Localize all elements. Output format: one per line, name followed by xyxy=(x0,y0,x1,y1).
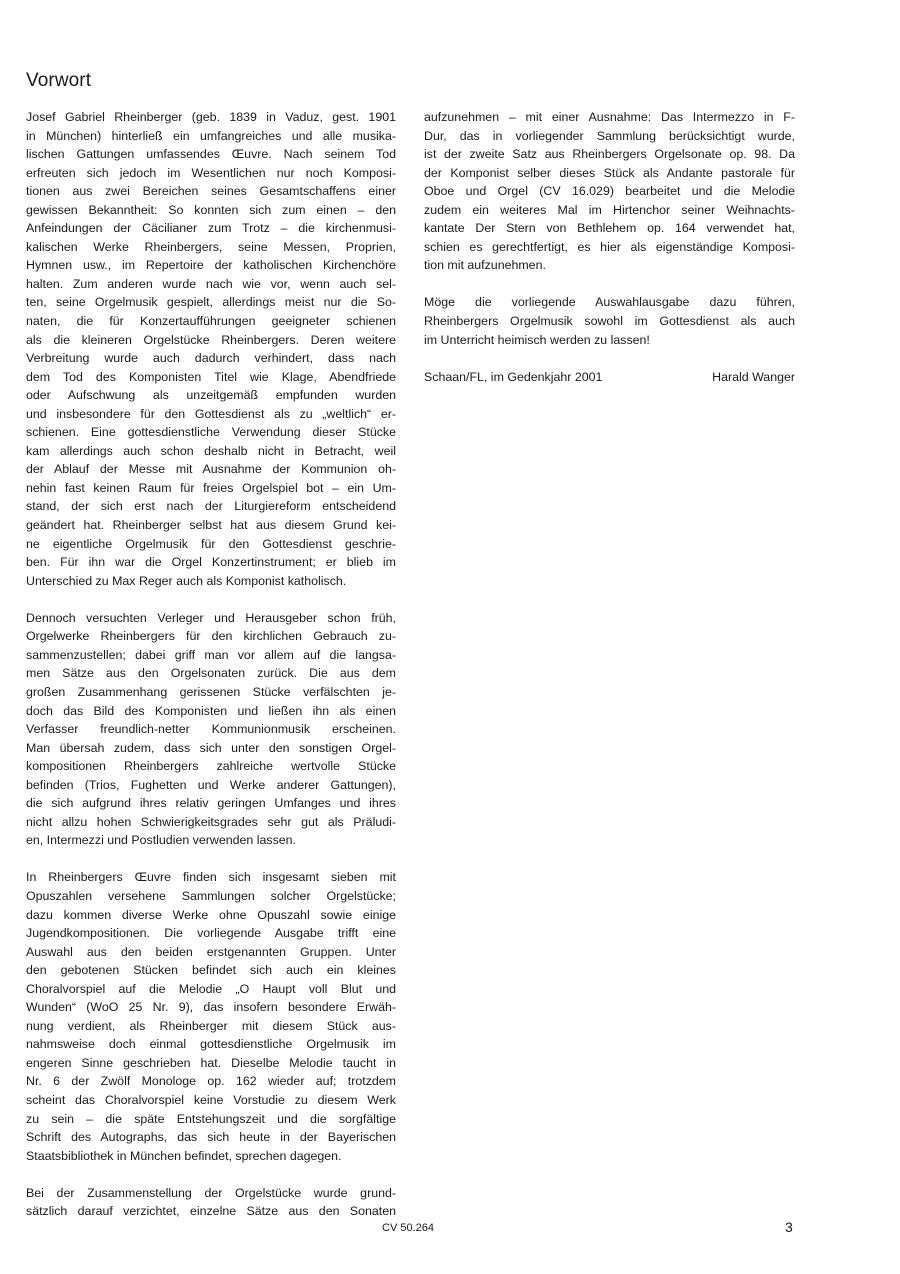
text-line: Jugendkompositionen. Die vorliegende Ausgabe trifft eine xyxy=(26,926,396,941)
text-line: gewissen Bekanntheit: So konnten sich zum einen – den xyxy=(26,202,396,217)
text-line: Orgelwerke Rheinbergers für den kirchlichen Gebrauch zu- xyxy=(26,629,396,644)
text-line: kam allerdings auch schon deshalb nicht in Betracht, weil xyxy=(26,443,396,458)
text-line: stand, der sich erst nach der Liturgiereform entscheidend xyxy=(26,499,396,514)
left-column xyxy=(26,108,396,1221)
text-line: engeren Sinne geschrieben hat. Dieselbe Melodie taucht in xyxy=(26,1055,396,1070)
text-line: nehin fast keinen Raum für freies Orgelspiel bot – ein Um- xyxy=(26,480,396,495)
paragraph-continued xyxy=(424,108,795,275)
text-line: befinden (Trios, Fughetten und Werke anderer Gattungen), xyxy=(26,777,396,792)
text-line: lischen Gattungen umfassendes Œuvre. Nach seinem Tod xyxy=(26,147,396,162)
text-line: im Unterricht heimisch werden zu lassen! xyxy=(424,332,650,347)
text-line: sätzlich darauf verzichtet, einzelne Sätze aus den Sonaten xyxy=(26,1204,396,1219)
text-line: nahmsweise doch einmal gottesdienstliche Orgelmusik im xyxy=(26,1037,396,1052)
text-line: ist der zweite Satz aus Rheinbergers Orgelsonate op. 98. Da xyxy=(424,147,795,162)
text-line: erfreuten sich jedoch im Wesentlichen nur noch Komposi- xyxy=(26,165,396,180)
text-line: der Ablauf der Messe mit Ausnahme der Kommunion oh- xyxy=(26,462,396,477)
text-line: Anfeindungen der Cäcilianer zum Trotz – die kirchenmusi- xyxy=(26,221,396,236)
text-line: ten, seine Orgelmusik gespielt, allerdings meist nur die So- xyxy=(26,295,396,310)
paragraph-1 xyxy=(26,108,396,590)
text-line: doch das Bild des Komponisten und ließen ihn als einen xyxy=(26,703,396,718)
text-line: Auswahl aus den beiden erstgenannten Gruppen. Unter xyxy=(26,944,396,959)
text-line: großen Zusammenhang gerissenen Stücke verfälschten je- xyxy=(26,684,396,699)
paragraph-closing xyxy=(424,293,795,349)
text-line: oder Aufschwung als unzeitgemäß empfunden wurden xyxy=(26,388,396,403)
text-line: Verbreitung wurde auch dadurch verhindert, dass nach xyxy=(26,351,396,366)
text-line: zudem ein weiteres Mal im Hirtenchor seiner Weihnachts- xyxy=(424,202,795,217)
text-line: Choralvorspiel auf die Melodie „O Haupt voll Blut und xyxy=(26,981,396,996)
catalog-number: CV 50.264 xyxy=(382,1222,434,1234)
author-name: Harald Wanger xyxy=(712,369,795,384)
text-line: den gebotenen Stücken befindet sich auch ein kleines xyxy=(26,963,396,978)
text-line: Rheinbergers Orgelmusik sowohl im Gottesdienst als auch xyxy=(424,314,795,329)
text-line: Nr. 6 der Zwölf Monologe op. 162 wieder auf; trotzdem xyxy=(26,1074,396,1089)
page-number: 3 xyxy=(785,1219,793,1235)
text-line: Opuszahlen versehene Sammlungen solcher Orgelstücke; xyxy=(26,888,396,903)
text-line: dem Tod des Komponisten Titel wie Klage, Abendfriede xyxy=(26,369,396,384)
text-line: men Sätze aus den Orgelsonaten zurück. Die aus dem xyxy=(26,666,396,681)
text-line: schien es gerechtfertigt, es hier als eigenständige Komposi- xyxy=(424,239,795,254)
paragraph-gap xyxy=(26,590,396,609)
text-line: ben. Für ihn war die Orgel Konzertinstrument; er blieb im xyxy=(26,555,396,570)
text-line: tion mit aufzunehmen. xyxy=(424,258,546,273)
text-line: nicht allzu hohen Schwierigkeitsgrades sehr gut als Präludi- xyxy=(26,814,396,829)
text-line: nung verdient, als Rheinberger mit diesem Stück aus- xyxy=(26,1018,396,1033)
text-line: Schrift des Autographs, das sich heute in der Bayerischen xyxy=(26,1130,396,1145)
text-line: Dur, das in vorliegender Sammlung berücksichtigt wurde, xyxy=(424,128,795,143)
text-line: und insbesondere für den Gottesdienst als zu „weltlich“ er- xyxy=(26,406,396,421)
text-line: kompositionen Rheinbergers zahlreiche wertvolle Stücke xyxy=(26,759,396,774)
text-line: aufzunehmen – mit einer Ausnahme: Das Intermezzo in F- xyxy=(424,110,795,124)
text-line: kantate Der Stern von Bethlehem op. 164 verwendet hat, xyxy=(424,221,795,236)
text-line: Oboe und Orgel (CV 16.029) bearbeitet und die Melodie xyxy=(424,184,795,199)
paragraph-gap xyxy=(26,1165,396,1184)
paragraph-gap xyxy=(424,275,795,294)
page-title: Vorwort xyxy=(26,70,92,91)
text-line: halten. Zum anderen wurde nach wie vor, wenn auch sel- xyxy=(26,276,396,291)
text-line: In Rheinbergers Œuvre finden sich insgesamt sieben mit xyxy=(26,870,396,885)
paragraph-3 xyxy=(26,868,396,1165)
text-line: schienen. Eine gottesdienstliche Verwendung dieser Stücke xyxy=(26,425,396,440)
text-line: dazu kommen diverse Werke ohne Opuszahl sowie einige xyxy=(26,907,396,922)
text-line: als die kleineren Orgelstücke Rheinbergers. Deren weitere xyxy=(26,332,396,347)
paragraph-gap xyxy=(424,349,795,368)
text-line: scheint das Choralvorspiel keine Vorstudie zu diesem Werk xyxy=(26,1092,396,1107)
text-line: tionen aus zwei Bereichen seines Gesamtschaffens einer xyxy=(26,184,396,199)
right-column xyxy=(424,108,795,386)
text-line: die sich aufgrund ihres relativ geringen Umfanges und ihres xyxy=(26,796,396,811)
text-line: der Komponist selber dieses Stück als Andante pastorale für xyxy=(424,165,795,180)
text-line: naten, die für Konzertaufführungen geeigneter schienen xyxy=(26,314,396,329)
text-line: Bei der Zusammenstellung der Orgelstücke wurde grund- xyxy=(26,1185,396,1200)
paragraph-4 xyxy=(26,1184,396,1221)
text-line: in München) hinterließ ein umfangreiches und alle musika- xyxy=(26,128,396,143)
text-line: en, Intermezzi und Postludien verwenden lassen. xyxy=(26,833,296,848)
text-line: kalischen Werke Rheinbergers, seine Messen, Proprien, xyxy=(26,239,396,254)
place-date: Schaan/FL, im Gedenkjahr 2001 xyxy=(424,369,603,384)
text-line: zu sein – die späte Entstehungszeit und die sorgfältige xyxy=(26,1111,396,1126)
text-line: Josef Gabriel Rheinberger (geb. 1839 in Vaduz, gest. 1901 xyxy=(26,110,396,124)
paragraph-2 xyxy=(26,609,396,850)
text-line: ne eigentliche Orgelmusik für den Gottesdienst geschrie- xyxy=(26,536,396,551)
text-line: Staatsbibliothek in München befindet, sprechen dagegen. xyxy=(26,1148,342,1163)
text-line: geändert hat. Rheinberger selbst hat aus diesem Grund kei- xyxy=(26,518,396,533)
text-line: Unterschied zu Max Reger auch als Komponist katholisch. xyxy=(26,573,347,588)
text-line: Wunden“ (WoO 25 Nr. 9), das insofern besondere Erwäh- xyxy=(26,1000,396,1015)
signature-line xyxy=(424,368,795,387)
text-line: Man übersah zudem, dass sich unter den sonstigen Orgel- xyxy=(26,740,396,755)
paragraph-gap xyxy=(26,850,396,869)
text-line: Möge die vorliegende Auswahlausgabe dazu führen, xyxy=(424,295,795,310)
text-line: Verfasser freundlich-netter Kommunionmusik erscheinen. xyxy=(26,722,396,737)
text-line: sammenzustellen; dabei griff man vor allem auf die langsa- xyxy=(26,647,396,662)
text-line: Hymnen usw., im Repertoire der katholischen Kirchenchöre xyxy=(26,258,396,273)
text-line: Dennoch versuchten Verleger und Herausgeber schon früh, xyxy=(26,610,396,625)
